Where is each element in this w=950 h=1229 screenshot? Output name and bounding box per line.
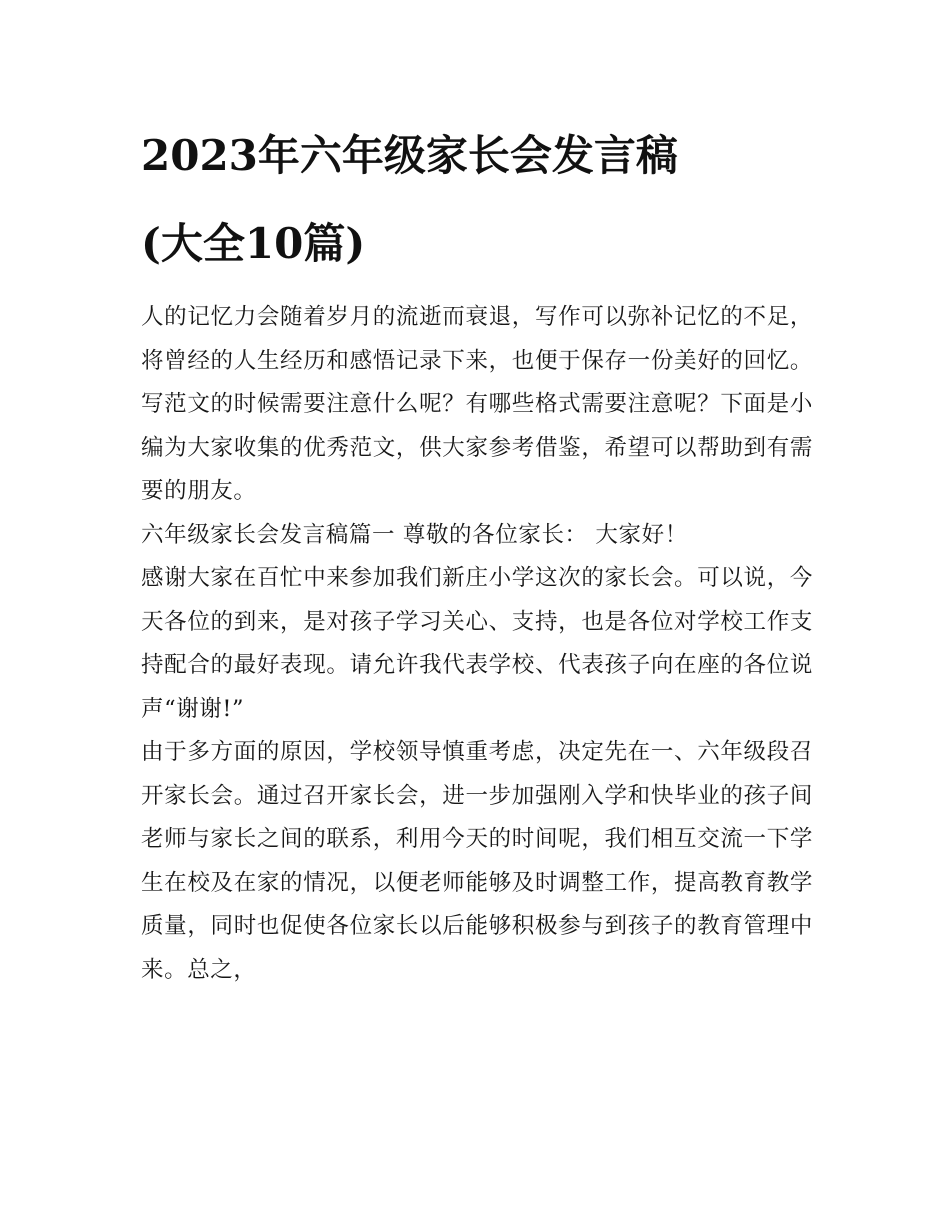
- body-paragraph: 感谢大家在百忙中来参加我们新庄小学这次的家长会。可以说，今天各位的到来，是对孩子学习关心、支持，也是各位对学校工作支持配合的最好表现。请允许我代表学校、代表孩子向在座的各位说声“谢谢!”: [141, 565, 813, 722]
- title-line-2: (大全10篇): [141, 219, 366, 268]
- section-heading-greeting: 六年级家长会发言稿篇一 尊敬的各位家长： 大家好！: [141, 521, 688, 548]
- intro-paragraph: 人的记忆力会随着岁月的流逝而衰退，写作可以弥补记忆的不足，将曾经的人生经历和感悟记录下来，也便于保存一份美好的回忆。写范文的时候需要注意什么呢？有哪些格式需要注意呢？下面是小编为大家收集的优秀范文，供大家参考借鉴，希望可以帮助到有需要的朋友。: [141, 304, 813, 504]
- page-title: [141, 112, 813, 288]
- document-body: [141, 112, 813, 992]
- title-line-1: 2023年六年级家长会发言稿: [141, 131, 678, 180]
- body-paragraph: 由于多方面的原因，学校领导慎重考虑，决定先在一、六年级段召开家长会。通过召开家长会，进一步加强刚入学和快毕业的孩子间老师与家长之间的联系，利用今天的时间呢，我们相互交流一下学生在校及在家的情况，以便老师能够及时调整工作，提高教育教学质量，同时也促使各位家长以后能够积极参与到孩子的教育管理中来。总之，: [141, 739, 813, 983]
